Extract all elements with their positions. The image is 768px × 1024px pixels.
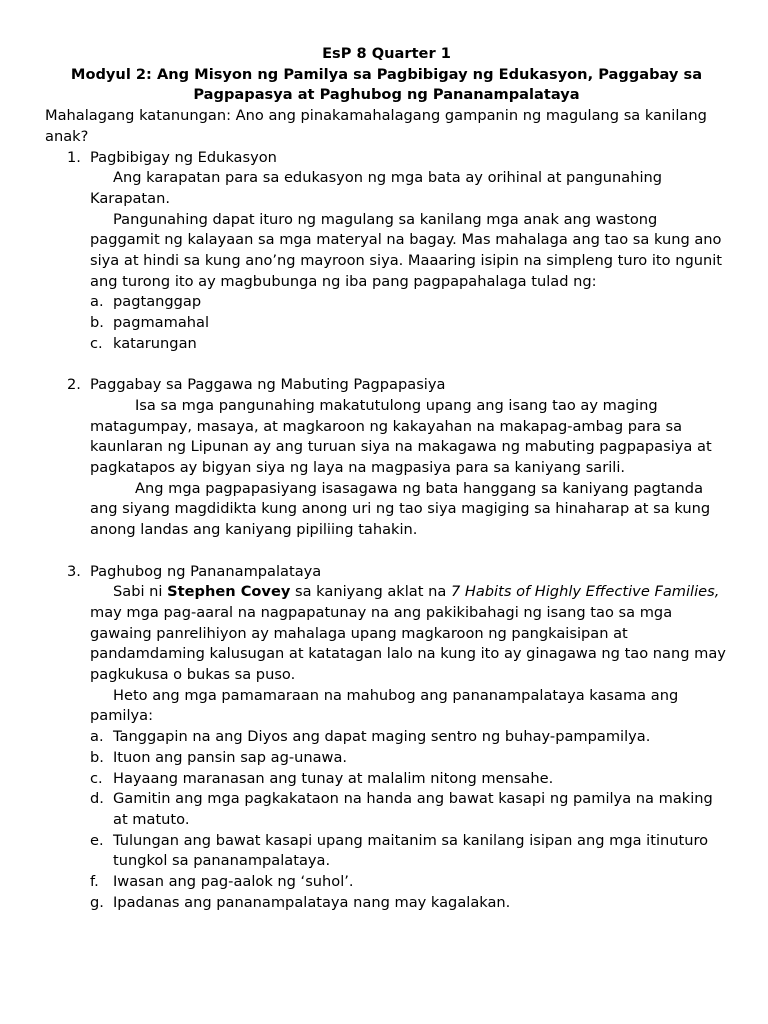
list-item: b. pagmamahal <box>90 314 210 332</box>
list-item: d. Gamitin ang mga pagkakataon na handa ang bawat kasapi ng pamilya na making at matuto. <box>90 790 713 828</box>
section-3-paragraph-2: Heto ang mga pamamaraan na mahubog ang pananampalataya kasama ang pamilya: <box>90 686 679 725</box>
list-item: a. pagtanggap <box>90 293 202 311</box>
section-2-number: 2. <box>67 376 81 394</box>
book-title: 7 Habits of Highly Effective Families, <box>450 583 720 601</box>
list-item: g. Ipadanas ang pananampalataya nang may kagalakan. <box>90 893 511 911</box>
section-1-values-list <box>90 292 728 354</box>
section-1-number: 1. <box>67 148 81 166</box>
section-2-paragraph-1: Isa sa mga pangunahing makatutulong upang ang isang tao ay maging matagumpay, masaya, at magkaroon ng kakayahan na makapag-ambag para sa kaunlaran ng Lipunan ay ang turuan siya na makagawa ng mabuting pagpapasiya at pagkatapos ay bigyan siya ng laya na magpasiya para sa kaniyang sarili. <box>90 396 712 477</box>
section-3-methods-list <box>90 727 728 913</box>
subject-title: EsP 8 Quarter 1 <box>322 45 451 62</box>
section-3-heading: Paghubog ng Pananampalataya <box>90 562 322 580</box>
module-title-line-2: Pagpapasya at Paghubog ng Pananampalataya <box>193 86 580 104</box>
author-name: Stephen Covey <box>167 583 291 601</box>
section-3 <box>45 562 728 914</box>
list-item: b. Ituon ang pansin sap ag-unawa. <box>90 748 348 766</box>
section-2-heading: Paggabay sa Paggawa ng Mabuting Pagpapasiya <box>90 376 446 394</box>
section-1 <box>45 148 728 355</box>
section-1-paragraph-2: Pangunahing dapat ituro ng magulang sa kanilang mga anak ang wastong paggamit ng kalayaan sa mga materyal na bagay. Mas mahalaga ang tao sa kung ano siya at hindi sa kung ano’ng mayroon siya. Maaaring isipin na simpleng turo ito ngunit ang turong ito ay magbubunga ng iba pang pagpapahalaga tulad ng: <box>90 210 722 290</box>
section-1-paragraph-1: Ang karapatan para sa edukasyon ng mga bata ay orihinal at pangunahing Karapatan. <box>90 169 663 207</box>
list-item: c. Hayaang maranasan ang tunay at malalim nitong mensahe. <box>90 769 554 787</box>
section-2-paragraph-2: Ang mga pagpapasiyang isasagawa ng bata hanggang sa kaniyang pagtanda ang siyang magdidikta kung anong uri ng tao siya magiging sa hinaharap at sa kung anong landas ang kaniyang pipiliing tahakin. <box>90 479 711 539</box>
spacer <box>45 355 728 376</box>
list-item: e. Tulungan ang bawat kasapi upang maitanim sa kanilang isipan ang mga itinuturo tungkol sa pananampalataya. <box>90 831 709 870</box>
module-title-line-1: Modyul 2: Ang Misyon ng Pamilya sa Pagbibigay ng Edukasyon, Paggabay sa <box>70 65 703 83</box>
section-3-number: 3. <box>67 562 81 580</box>
section-3-paragraph-1: Sabi ni Stephen Covey sa kaniyang aklat na 7 Habits of Highly Effective Families, may mga pag-aaral na nagpapatunay na ang pakikibahagi ng isang tao sa mga gawaing panrelihiyon ay mahalaga upang magkaroon ng pangkaisipan at pandamdaming kalusugan at katatagan lalo na kung ito ay ginagawa ng tao nang may pagkukusa o bukas sa puso. <box>90 583 726 684</box>
list-item: c. katarungan <box>90 334 197 352</box>
section-2 <box>45 375 728 541</box>
list-item: a. Tanggapin na ang Diyos ang dapat maging sentro ng buhay-pampamilya. <box>90 728 651 746</box>
section-1-heading: Pagbibigay ng Edukasyon <box>90 148 277 166</box>
spacer <box>45 541 728 562</box>
list-item: f. Iwasan ang pag-aalok ng ‘suhol’. <box>90 873 354 891</box>
essential-question: Mahalagang katanungan: Ano ang pinakamahalagang gampanin ng magulang sa kanilang anak? <box>45 107 707 145</box>
